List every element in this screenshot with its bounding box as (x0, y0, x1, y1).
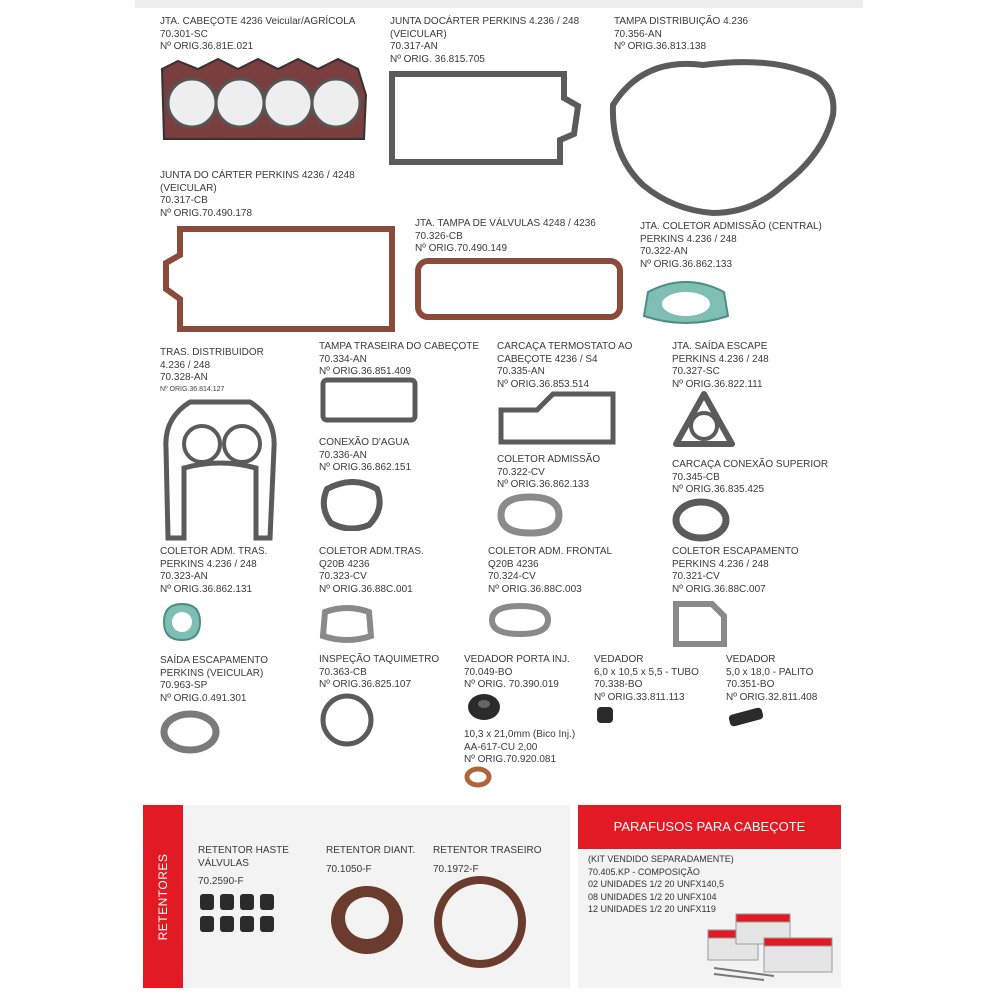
item-title: RETENTOR DIANT. (326, 845, 416, 856)
item-title: INSPEÇÃO TAQUIMETRO (319, 654, 440, 665)
item-title: COLETOR ESCAPAMENTO (672, 546, 799, 557)
item-sump-gasket-cb (160, 170, 355, 220)
item-orig: Nº ORIG. 70.390.019 (464, 679, 559, 690)
item-title: JTA. COLETOR ADMISSÃO (CENTRAL) (640, 221, 822, 232)
item-title: COLETOR ADM.TRAS. (319, 546, 424, 557)
item-orig: Nº ORIG.36.825.107 (319, 679, 412, 690)
item-code: 70.323-CV (319, 571, 367, 582)
item-title: JTA. SAÍDA ESCAPE (672, 341, 768, 352)
stick-seal-image (726, 706, 766, 728)
item-orig: Nº ORIG.36.862.131 (160, 583, 253, 595)
head-gasket-image (158, 55, 370, 143)
item-rear-intake-q20b (319, 546, 424, 596)
injector-washer-image (464, 766, 492, 788)
tachometer-inspection-image (317, 692, 377, 748)
item-code: 70.317-CB (160, 195, 208, 206)
item-title: JUNTA DO CÁRTER PERKINS 4236 / 4248 (160, 170, 355, 181)
item-title: JTA. CABEÇOTE 4236 Veicular/AGRÍCOLA (160, 16, 356, 27)
item-code: AA-617-CU 2,00 (464, 741, 538, 753)
item-rear-distributor (160, 347, 264, 394)
item-orig: Nº ORIG.36.862.151 (319, 462, 412, 473)
rear-seal-image (430, 872, 530, 972)
item-subtitle: Q20B 4236 (319, 558, 370, 570)
kit-line: 02 UNIDADES 1/2 20 UNFX140,5 (588, 879, 725, 889)
item-title: COLETOR ADMISSÃO (497, 454, 601, 465)
item-subtitle: (VEICULAR) (160, 182, 217, 194)
item-subtitle: PERKINS (VEICULAR) (160, 667, 264, 679)
item-tube-seal (594, 654, 699, 704)
item-orig: Nº ORIG.36.853.514 (497, 378, 590, 390)
item-orig: Nº ORIG.36.814.127 (160, 385, 225, 393)
rear-distributor-image (160, 398, 280, 542)
front-seal-image (326, 878, 408, 958)
front-intake-q20b-image (488, 602, 552, 638)
item-title: VEDADOR PORTA INJ. (464, 654, 570, 665)
item-orig: Nº ORIG.36.88C.007 (672, 583, 766, 595)
kit-line: 12 UNIDADES 1/2 20 UNFX119 (588, 904, 716, 914)
item-title: 10,3 x 21,0mm (Bico Inj.) (464, 729, 576, 740)
item-title: SAÍDA ESCAPAMENTO (160, 655, 268, 666)
item-title: TRAS. DISTRIBUIDOR (160, 347, 264, 358)
item-exhaust-outlet (672, 341, 769, 391)
item-code: 70.321-CV (672, 571, 720, 582)
item-code: 70.338-BO (594, 679, 643, 690)
item-code: 70.327-SC (672, 366, 720, 377)
item-subtitle: Q20B 4236 (488, 558, 539, 570)
item-subtitle: 6,0 x 10,5 x 5,5 - TUBO (594, 666, 699, 678)
item-orig: Nº ORIG.36.88C.001 (319, 583, 413, 595)
item-front-intake-q20b (488, 546, 612, 596)
item-orig: Nº ORIG.70.920.081 (464, 754, 557, 765)
kit-line: 70.405.KP - COMPOSIÇÃO (588, 866, 700, 877)
item-code: 70.963-SP (160, 680, 208, 691)
item-orig: Nº ORIG.36.822.111 (672, 378, 763, 390)
item-code: 70.322-AN (640, 246, 688, 257)
intake-central-image (640, 272, 732, 328)
item-title: TAMPA DISTRIBUIÇÃO 4.236 (614, 16, 749, 27)
item-exhaust-outlet-veicular (160, 655, 268, 705)
item-code: 70.324-CV (488, 571, 536, 582)
injector-seal-image (464, 690, 504, 724)
item-code: 70.301-SC (160, 28, 208, 40)
item-rear-intake (160, 546, 267, 596)
kit-line: 08 UNIDADES 1/2 20 UNFX104 (588, 891, 717, 902)
item-code: 70.317-AN (390, 41, 438, 52)
item-title: CONEXÃO D'AGUA (319, 437, 410, 448)
sump-gasket-cb-image (160, 225, 400, 333)
exhaust-outlet-image (672, 390, 736, 450)
rear-intake-image (160, 600, 204, 644)
item-title: COLETOR ADM. FRONTAL (488, 546, 613, 557)
rear-head-cover-image (319, 376, 419, 424)
item-code: 70.326-CB (415, 230, 463, 242)
item-code: 70.1972-F (433, 863, 479, 875)
bolts-kit-info (588, 853, 734, 916)
timing-cover-image (603, 55, 841, 217)
item-subtitle: PERKINS 4.236 / 248 (160, 558, 257, 570)
item-code: 70.363-CB (319, 666, 367, 678)
item-code: 70.334-AN (319, 353, 367, 365)
item-code: 70.2590-F (198, 876, 244, 887)
item-orig: Nº ORIG.36.88C.003 (488, 583, 582, 595)
item-orig: Nº ORIG.32.811.408 (726, 691, 818, 703)
item-intake-central (640, 221, 822, 271)
item-orig: Nº ORIG.36.81E.021 (160, 41, 254, 52)
item-injector-seal (464, 654, 570, 692)
item-head-gasket (160, 16, 355, 54)
item-title: JUNTA DOCÁRTER PERKINS 4.236 / 248 (390, 16, 580, 27)
item-exhaust-manifold (672, 546, 799, 596)
item-orig: Nº ORIG.70.490.149 (415, 243, 508, 254)
item-subtitle: CABEÇOTE 4236 / S4 (497, 353, 598, 365)
item-intake-manifold (497, 454, 600, 492)
item-injector-washer (464, 729, 575, 767)
item-code: 70.328-AN (160, 372, 208, 383)
tube-seal-image (594, 704, 616, 726)
item-subtitle: PERKINS 4.236 / 248 (672, 558, 769, 570)
item-orig: Nº ORIG.33.811.113 (594, 691, 685, 703)
item-orig: Nº ORIG.36.862.133 (640, 258, 733, 270)
item-code: 70.336-AN (319, 449, 367, 461)
intake-manifold-image (497, 493, 563, 537)
item-timing-cover (614, 16, 748, 54)
item-subtitle: PERKINS 4.236 / 248 (640, 233, 737, 245)
item-code: 70.1050-F (326, 863, 372, 875)
item-code: 70.356-AN (614, 28, 662, 40)
item-stick-seal (726, 654, 817, 704)
item-orig: Nº ORIG.36.851.409 (319, 366, 412, 377)
thermostat-housing-image (497, 390, 617, 446)
sump-gasket-image (388, 70, 584, 166)
item-title: RETENTOR TRASEIRO (433, 845, 542, 856)
exhaust-manifold-image (672, 600, 728, 648)
top-bar (135, 0, 863, 8)
valve-stem-seals-image (198, 892, 282, 936)
item-subtitle: VÁLVULAS (198, 857, 249, 869)
item-water-connection (319, 437, 411, 475)
item-subtitle: (VEICULAR) (390, 28, 447, 40)
item-orig: Nº ORIG.36.862.133 (497, 479, 590, 490)
item-title: CARCAÇA CONEXÃO SUPERIOR (672, 459, 829, 470)
valve-cover-image (414, 257, 624, 321)
item-front-seal (326, 845, 415, 876)
item-sump-gasket-veicular (390, 16, 579, 66)
item-orig: Nº ORIG. 36.815.705 (390, 53, 485, 65)
water-connection-image (319, 479, 385, 531)
item-title: JTA. TAMPA DE VÁLVULAS 4248 / 4236 (415, 218, 596, 229)
item-rear-head-cover (319, 341, 479, 379)
item-upper-connection (672, 459, 828, 497)
item-title: RETENTOR HASTE (198, 845, 289, 856)
item-subtitle: 5,0 x 18,0 - PALITO (726, 666, 814, 678)
exhaust-outlet-veicular-image (160, 709, 220, 755)
item-title: VEDADOR (726, 654, 776, 665)
upper-connection-image (672, 498, 730, 542)
rear-intake-q20b-image (319, 604, 375, 644)
kit-line: (KIT VENDIDO SEPARADAMENTE) (588, 854, 734, 864)
item-thermostat-housing (497, 341, 632, 391)
item-subtitle: PERKINS 4.236 / 248 (672, 353, 769, 365)
item-title: COLETOR ADM. TRAS. (160, 546, 268, 557)
item-title: VEDADOR (594, 654, 644, 665)
item-subtitle: 4.236 / 248 (160, 359, 211, 371)
item-code: 70.323-AN (160, 571, 208, 582)
item-title: CARCAÇA TERMOSTATO AO (497, 341, 633, 352)
retentores-tab-label: RETENTORES (156, 853, 170, 940)
item-code: 70.335-AN (497, 366, 545, 377)
retentores-tab (143, 805, 183, 988)
item-orig: Nº ORIG.36.813.138 (614, 41, 707, 52)
bolts-header: PARAFUSOS PARA CABEÇOTE (578, 805, 841, 849)
item-orig: Nº ORIG.70.490.178 (160, 207, 253, 219)
item-tachometer-inspection (319, 654, 439, 692)
item-orig: Nº ORIG.0.491.301 (160, 692, 247, 704)
bolt-boxes-image (704, 910, 836, 984)
item-orig: Nº ORIG.36.835.425 (672, 484, 765, 495)
item-valve-cover (415, 218, 596, 256)
item-valve-stem-seal (198, 845, 289, 889)
item-code: 70.322-CV (497, 466, 545, 478)
item-code: 70.049-BO (464, 666, 513, 678)
item-code: 70.351-BO (726, 679, 775, 690)
item-code: 70.345-CB (672, 471, 720, 483)
item-title: TAMPA TRASEIRA DO CABEÇOTE (319, 341, 480, 352)
